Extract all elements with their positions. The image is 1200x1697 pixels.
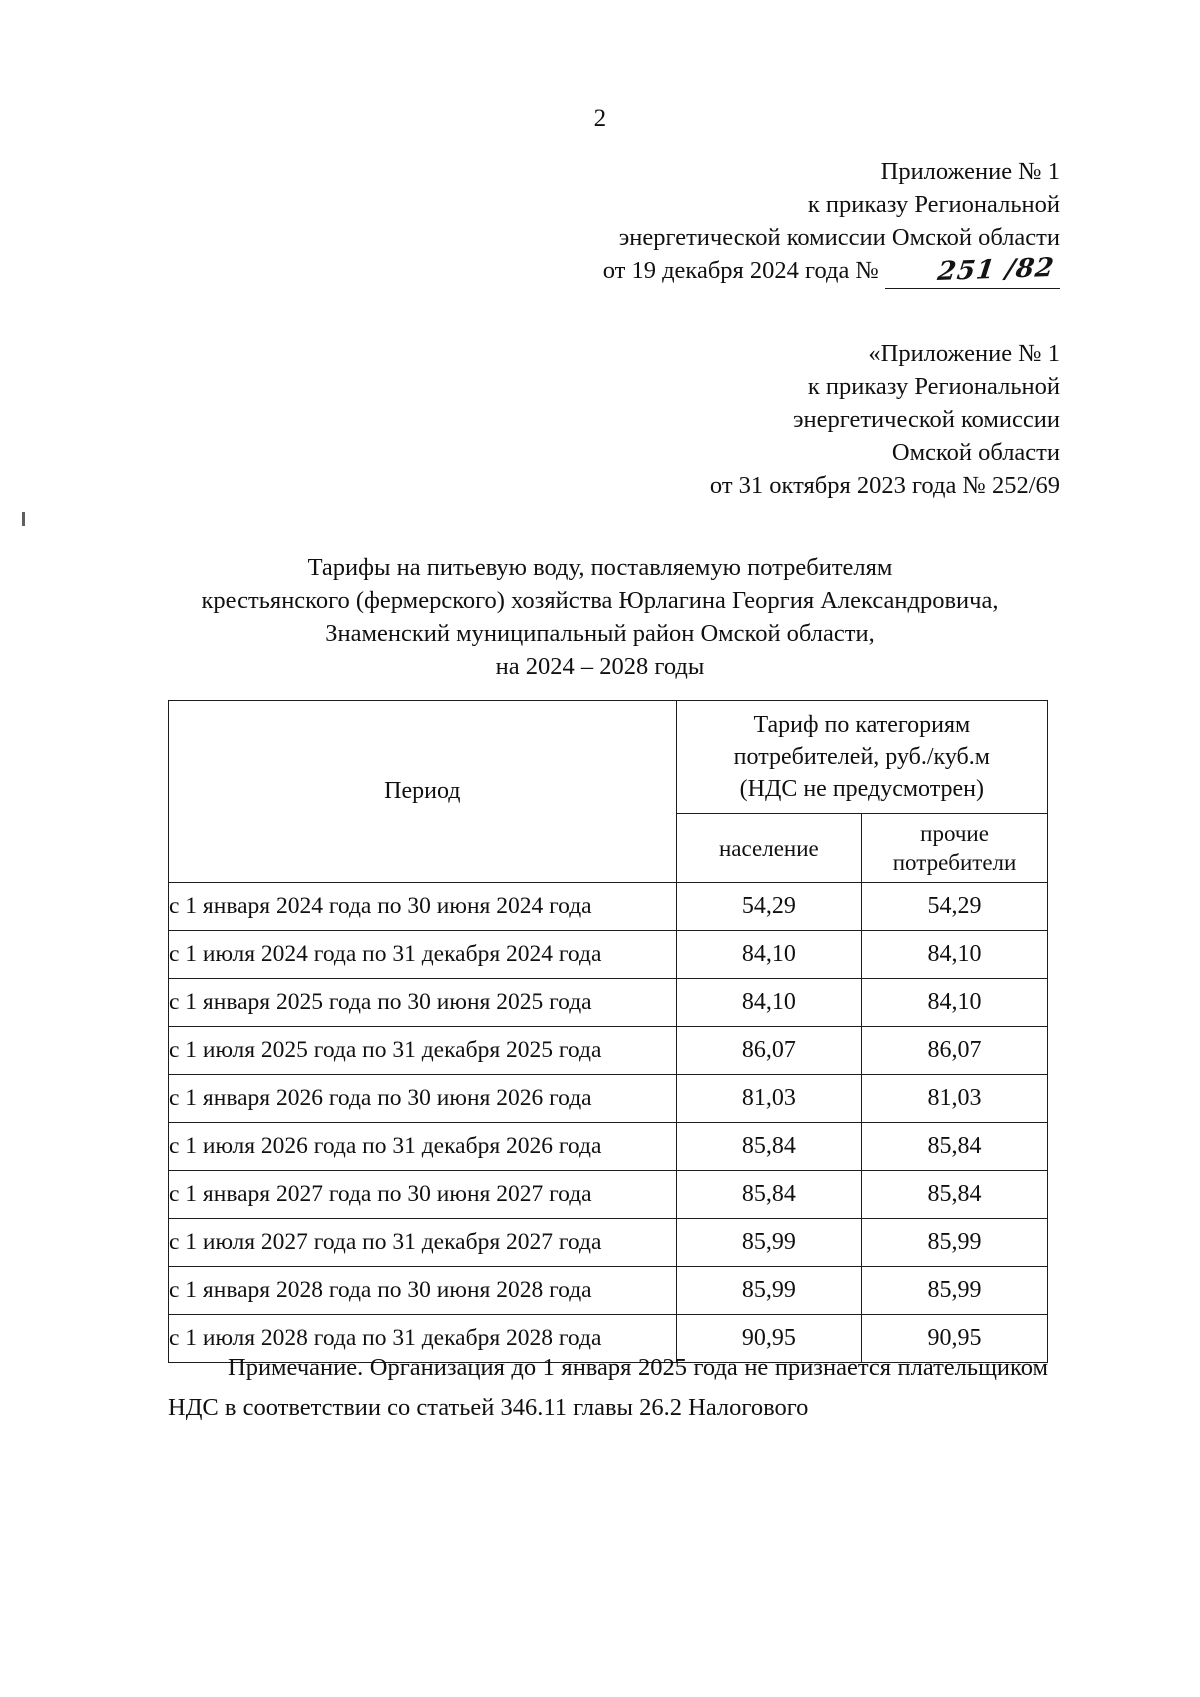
table-row — [169, 1267, 1048, 1315]
title-line-4: на 2024 – 2028 годы — [495, 653, 705, 680]
cell-others-tariff: 85,84 — [862, 1171, 1048, 1219]
table-row — [169, 1075, 1048, 1123]
cell-period: с 1 июля 2027 года по 31 декабря 2027 года — [169, 1219, 677, 1267]
cell-others-tariff: 85,84 — [862, 1123, 1048, 1171]
cell-population-tariff: 85,84 — [676, 1171, 861, 1219]
cell-population-tariff: 84,10 — [676, 931, 861, 979]
cell-population-tariff: 85,99 — [676, 1267, 861, 1315]
table-row — [169, 883, 1048, 931]
cell-period: с 1 июля 2028 года по 31 декабря 2028 года — [169, 1315, 677, 1363]
column-header-tariff-group — [676, 701, 1047, 814]
document-title — [100, 551, 1100, 683]
cell-population-tariff: 81,03 — [676, 1075, 861, 1123]
note-paragraph: Примечание. Организация до 1 января 2025 года не признается плательщиком НДС в соответствии со статьей 346.11 главы 26.2 Налогового — [168, 1354, 1048, 1421]
quoted-line-3: энергетической комиссии — [792, 406, 1060, 433]
column-header-others — [862, 814, 1048, 883]
cell-population-tariff: 54,29 — [676, 883, 861, 931]
handwritten-number: 251 /82 — [935, 252, 1057, 288]
appendix-line-3: энергетической комиссии Омской области — [618, 224, 1060, 251]
cell-period: с 1 июля 2025 года по 31 декабря 2025 года — [169, 1027, 677, 1075]
column-header-period: Период — [169, 701, 677, 883]
cell-period: с 1 января 2026 года по 30 июня 2026 года — [169, 1075, 677, 1123]
others-line-2: потребители — [892, 850, 1017, 875]
cell-period: с 1 января 2027 года по 30 июня 2027 года — [169, 1171, 677, 1219]
cell-population-tariff: 85,99 — [676, 1219, 861, 1267]
cell-others-tariff: 85,99 — [862, 1219, 1048, 1267]
tariff-group-line-2: потребителей, руб./куб.м — [733, 744, 990, 770]
quoted-line-4: Омской области — [891, 439, 1060, 466]
title-line-3: Знаменский муниципальный район Омской области, — [325, 620, 875, 647]
cell-period: с 1 июля 2026 года по 31 декабря 2026 года — [169, 1123, 677, 1171]
cell-period: с 1 января 2025 года по 30 июня 2025 года — [169, 979, 677, 1027]
table-row — [169, 1123, 1048, 1171]
signature-underline — [885, 288, 1060, 289]
cell-population-tariff: 90,95 — [676, 1315, 861, 1363]
cell-others-tariff: 84,10 — [862, 979, 1048, 1027]
others-line-1: прочие — [920, 821, 989, 846]
column-header-population: население — [676, 814, 861, 883]
quoted-line-2: к приказу Региональной — [807, 373, 1060, 400]
title-line-2: крестьянского (фермерского) хозяйства Юрлагина Георгия Александровича, — [201, 587, 999, 614]
margin-tick-mark — [22, 512, 25, 526]
cell-others-tariff: 84,10 — [862, 931, 1048, 979]
table-body — [169, 883, 1048, 1363]
table-head — [169, 701, 1048, 883]
page-number: 2 — [593, 105, 607, 132]
table-row — [169, 1027, 1048, 1075]
quoted-line-5: от 31 октября 2023 года № 252/69 — [709, 472, 1060, 499]
quoted-appendix-block — [710, 337, 1060, 502]
tariff-group-line-1: Тариф по категориям — [753, 712, 971, 738]
tariff-table — [168, 700, 1048, 1363]
handwritten-number-field — [885, 254, 1060, 287]
table-row — [169, 1171, 1048, 1219]
cell-others-tariff: 81,03 — [862, 1075, 1048, 1123]
appendix-date-line — [603, 254, 1060, 287]
cell-period: с 1 июля 2024 года по 31 декабря 2024 года — [169, 931, 677, 979]
cell-others-tariff: 85,99 — [862, 1267, 1048, 1315]
table-row — [169, 1219, 1048, 1267]
cell-population-tariff: 84,10 — [676, 979, 861, 1027]
table-row — [169, 931, 1048, 979]
table-header-row-1 — [169, 701, 1048, 814]
quoted-line-1: «Приложение № 1 — [868, 340, 1060, 367]
cell-population-tariff: 86,07 — [676, 1027, 861, 1075]
cell-others-tariff: 90,95 — [862, 1315, 1048, 1363]
appendix-header-block — [603, 155, 1060, 287]
cell-others-tariff: 86,07 — [862, 1027, 1048, 1075]
appendix-line-1: Приложение № 1 — [880, 158, 1060, 185]
appendix-date-prefix: от 19 декабря 2024 года № — [602, 257, 885, 284]
cell-period: с 1 января 2028 года по 30 июня 2028 года — [169, 1267, 677, 1315]
title-line-1: Тарифы на питьевую воду, поставляемую потребителям — [307, 554, 893, 581]
table-row — [169, 979, 1048, 1027]
appendix-line-2: к приказу Региональной — [807, 191, 1060, 218]
cell-others-tariff: 54,29 — [862, 883, 1048, 931]
cell-period: с 1 января 2024 года по 30 июня 2024 года — [169, 883, 677, 931]
cell-population-tariff: 85,84 — [676, 1123, 861, 1171]
tariff-group-line-3: (НДС не предусмотрен) — [739, 776, 985, 802]
